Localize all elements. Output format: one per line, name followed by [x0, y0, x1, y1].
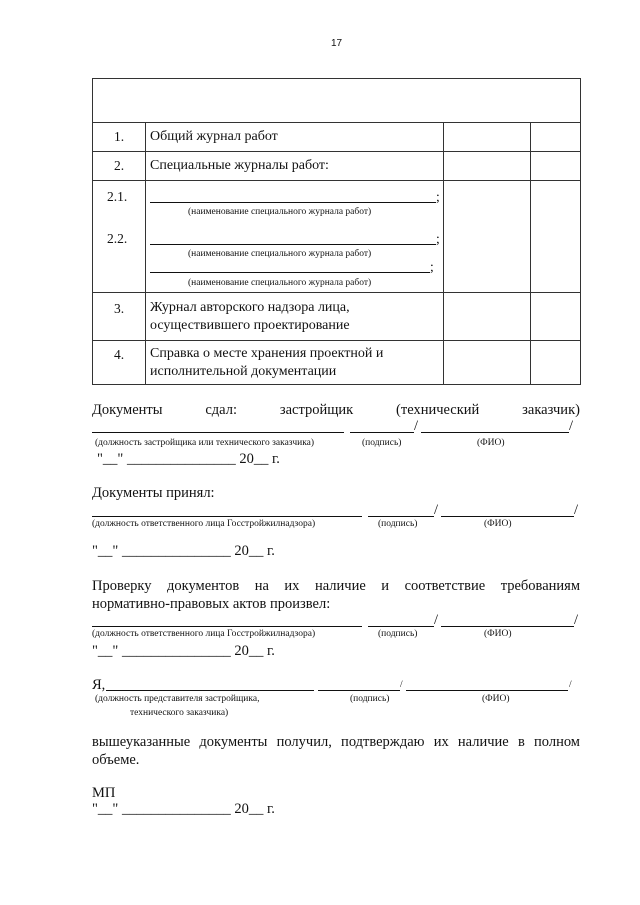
row-number: 3. — [93, 293, 146, 341]
word: (технический — [396, 402, 480, 418]
word: застройщик — [279, 402, 354, 418]
semicolon: ; — [436, 189, 440, 204]
caption-fio: (ФИО) — [477, 438, 505, 448]
row-name-line2: осуществившего проектирование — [150, 318, 350, 333]
slash: / — [434, 502, 439, 518]
journal-caption: (наименование специального журнала работ) — [188, 207, 372, 217]
caption-signature: (подпись) — [378, 629, 418, 639]
caption-signature: (подпись) — [378, 519, 418, 529]
confirm-text-line2: объеме. — [92, 752, 140, 768]
slash: / — [569, 418, 574, 434]
caption-signature: (подпись) — [362, 438, 402, 448]
word: заказчик) — [522, 402, 580, 418]
journal-caption: (наименование специального журнала работ) — [188, 278, 372, 288]
journal-name-line[interactable] — [150, 244, 436, 245]
fio-field[interactable] — [441, 626, 574, 627]
checked-text-line1: Проверку документов на их наличие и соответствие требованиям — [92, 578, 580, 594]
fio-field[interactable] — [406, 690, 568, 691]
row-number: 2.1. — [107, 189, 128, 204]
role-field[interactable] — [92, 516, 362, 517]
caption-fio: (ФИО) — [482, 694, 510, 704]
row-name — [146, 341, 444, 385]
date-line[interactable]: "__" _______________ 20__ г. — [92, 801, 275, 817]
role-field[interactable] — [92, 626, 362, 627]
role-field[interactable] — [106, 690, 314, 691]
row-number: 2.2. — [107, 231, 128, 246]
row-name — [146, 293, 444, 341]
signature-field[interactable] — [368, 516, 434, 517]
accepted-title: Документы принял: — [92, 485, 215, 501]
word: Документы — [92, 402, 163, 418]
special-numbers-cell — [93, 181, 146, 293]
stamp-place-label: МП — [92, 785, 116, 801]
ya-label: Я, — [92, 677, 106, 693]
date-line[interactable]: "__" _______________ 20__ г. — [92, 643, 275, 659]
row-number: 4. — [93, 341, 146, 385]
caption-signature: (подпись) — [350, 694, 390, 704]
table-row — [93, 152, 581, 181]
caption-fio: (ФИО) — [484, 519, 512, 529]
caption-fio: (ФИО) — [484, 629, 512, 639]
table-row — [93, 293, 581, 341]
signature-field[interactable] — [368, 626, 434, 627]
journal-name-line[interactable] — [150, 272, 430, 273]
journal-caption: (наименование специального журнала работ) — [188, 249, 372, 259]
slash: / — [434, 612, 439, 628]
fio-field[interactable] — [441, 516, 574, 517]
table-row-special-journals — [93, 181, 581, 293]
signature-field[interactable] — [350, 432, 414, 433]
confirm-text-line1: вышеуказанные документы получил, подтверждаю их наличие в полном — [92, 734, 580, 750]
date-line[interactable]: "__" _______________ 20__ г. — [92, 543, 275, 559]
semicolon: ; — [436, 231, 440, 246]
caption-role: (должность застройщика или технического заказчика) — [95, 438, 315, 448]
slash: / — [414, 418, 419, 434]
page-number: 17 — [331, 38, 343, 49]
handover-heading — [92, 402, 580, 419]
slash: / — [574, 502, 579, 518]
semicolon: ; — [430, 259, 434, 274]
row-name-line1: Справка о месте хранения проектной и — [150, 346, 384, 361]
documents-table — [92, 78, 581, 385]
row-name-line2: исполнительной документации — [150, 364, 337, 379]
special-journals-cell — [146, 181, 444, 293]
slash: / — [574, 612, 579, 628]
row-name: Специальные журналы работ: — [146, 152, 444, 181]
slash: / — [400, 680, 403, 690]
row-number: 2. — [93, 152, 146, 181]
fio-field[interactable] — [421, 432, 569, 433]
caption-role: (должность представителя застройщика, — [95, 694, 260, 704]
caption-role-line2: технического заказчика) — [130, 708, 229, 718]
row-name: Общий журнал работ — [146, 123, 444, 152]
row-number: 1. — [93, 123, 146, 152]
word: сдал: — [205, 402, 237, 418]
table-header-row — [93, 79, 581, 123]
table-row — [93, 341, 581, 385]
table-row — [93, 123, 581, 152]
caption-role: (должность ответственного лица Госстройжилнадзора) — [92, 629, 316, 639]
date-line[interactable]: "__" _______________ 20__ г. — [97, 451, 280, 467]
signature-field[interactable] — [318, 690, 400, 691]
role-field[interactable] — [92, 432, 344, 433]
caption-role: (должность ответственного лица Госстройжилнадзора) — [92, 519, 316, 529]
journal-name-line[interactable] — [150, 202, 436, 203]
checked-text-line2: нормативно-правовых актов произвел: — [92, 596, 331, 612]
slash: / — [569, 680, 572, 690]
row-name-line1: Журнал авторского надзора лица, — [150, 300, 350, 315]
